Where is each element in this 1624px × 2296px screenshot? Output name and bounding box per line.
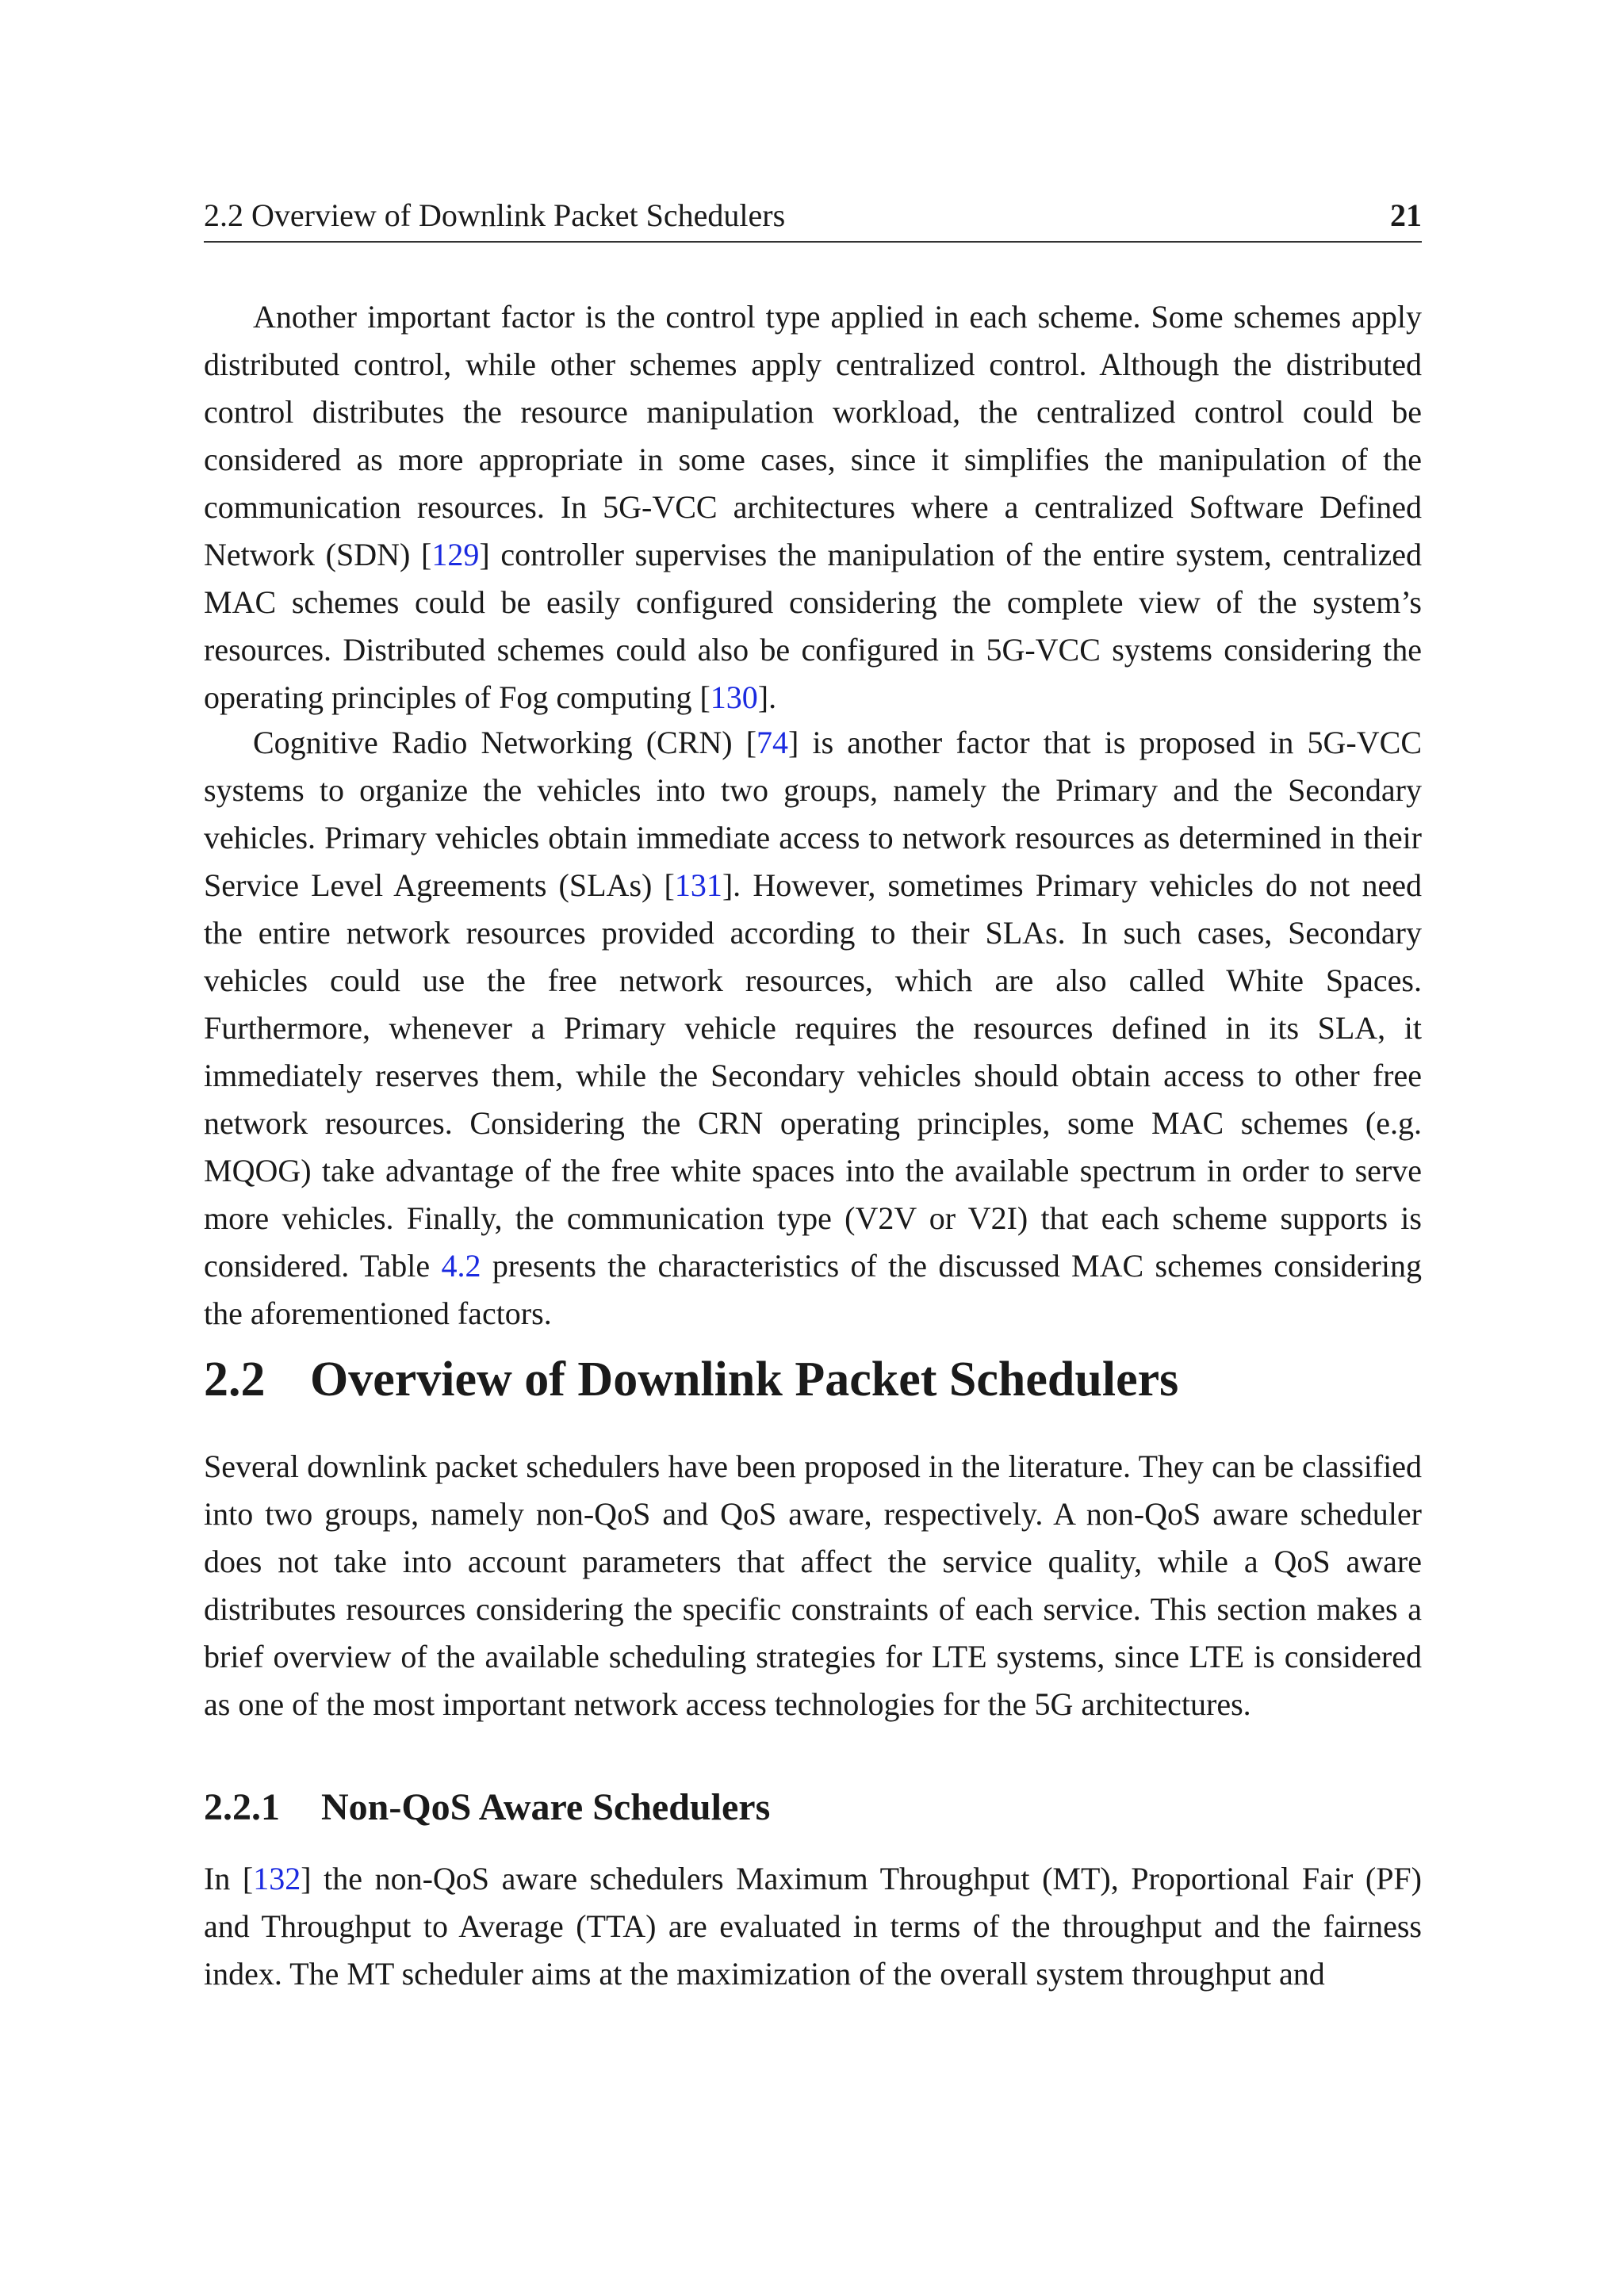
paragraph-text: ]. — [757, 679, 777, 715]
subsection-title: Non-QoS Aware Schedulers — [321, 1786, 771, 1828]
subsection-number: 2.2.1 — [204, 1786, 280, 1828]
section-heading — [204, 1348, 1422, 1411]
paragraph-text: ] controller supervises the manipulation of the entire system, centralized MAC schemes could be easily configured considering the complete view of the system’s resources. Distributed schemes could also be configured in 5G-VCC systems considering the operating principles of Fog computing [ — [204, 537, 1422, 715]
paragraph-text: ] the non-QoS aware schedulers Maximum Throughput (MT), Proportional Fair (PF) and Throughput to Average (TTA) are evaluated in terms of the throughput and the fairness index. The MT scheduler aims at the maximization of the overall system throughput and — [204, 1861, 1423, 1992]
citation-link[interactable]: 74 — [756, 725, 789, 760]
subsection-heading — [204, 1784, 1422, 1831]
paragraph-section-intro — [204, 1443, 1422, 1728]
citation-link[interactable]: 129 — [431, 537, 480, 572]
section-number: 2.2 — [204, 1353, 266, 1406]
citation-link[interactable]: 132 — [253, 1861, 301, 1896]
table-reference-link[interactable]: 4.2 — [441, 1248, 481, 1284]
paragraph-text: ] is another factor that is proposed in 5G-VCC systems to organize the vehicles into two groups, namely the Primary and the Secondary vehicles. Primary vehicles obtain immediate access to network resources as determined in their Service Level Agreements (SLAs) [ — [204, 725, 1422, 903]
section-title: Overview of Downlink Packet Schedulers — [310, 1353, 1179, 1406]
paragraph-text: Several downlink packet schedulers have been proposed in the literature. They can be classified into two groups, namely non-QoS and QoS aware, respectively. A non-QoS aware scheduler does not take into account parameters that affect the service quality, while a QoS aware distributes resources considering the specific constraints of each service. This section makes a brief overview of the available scheduling strategies for LTE systems, since LTE is considered as one of the most important network access technologies for the 5G architectures. — [204, 1448, 1422, 1722]
citation-link[interactable]: 130 — [710, 679, 758, 715]
paragraph-non-qos — [204, 1855, 1422, 1998]
paragraph-text: Another important factor is the control type applied in each scheme. Some schemes apply distributed control, while other schemes apply centralized control. Although the distributed control distributes the resource manipulation workload, the centralized control could be considered as more appropriate in some cases, since it simplifies the manipulation of the communication resources. In 5G-VCC architectures where a centralized Software Defined Network (SDN) [ — [204, 299, 1422, 572]
paragraph-crn — [204, 719, 1422, 1337]
paragraph-text: In [ — [204, 1861, 254, 1896]
running-head — [204, 197, 1422, 243]
citation-link[interactable]: 131 — [674, 867, 722, 903]
paragraph-text: presents the characteristics of the discussed MAC schemes considering the aforementioned factors. — [204, 1248, 1422, 1331]
page-number: 21 — [1390, 197, 1422, 233]
paragraph-text: Cognitive Radio Networking (CRN) [ — [253, 725, 757, 760]
paragraph-text: ]. However, sometimes Primary vehicles do not need the entire network resources provided according to their SLAs. In such cases, Secondary vehicles could use the free network resources, which are also called White Spaces. Furthermore, whenever a Primary vehicle requires the resources defined in its SLA, it immediately reserves them, while the Secondary vehicles should obtain access to other free network resources. Considering the CRN operating principles, some MAC schemes (e.g. MQOG) take advantage of the free white spaces into the available spectrum in order to serve more vehicles. Finally, the communication type (V2V or V2I) that each scheme supports is considered. Table — [204, 867, 1422, 1284]
paragraph-control-type — [204, 293, 1422, 721]
running-head-title: 2.2 Overview of Downlink Packet Schedulers — [204, 197, 786, 233]
